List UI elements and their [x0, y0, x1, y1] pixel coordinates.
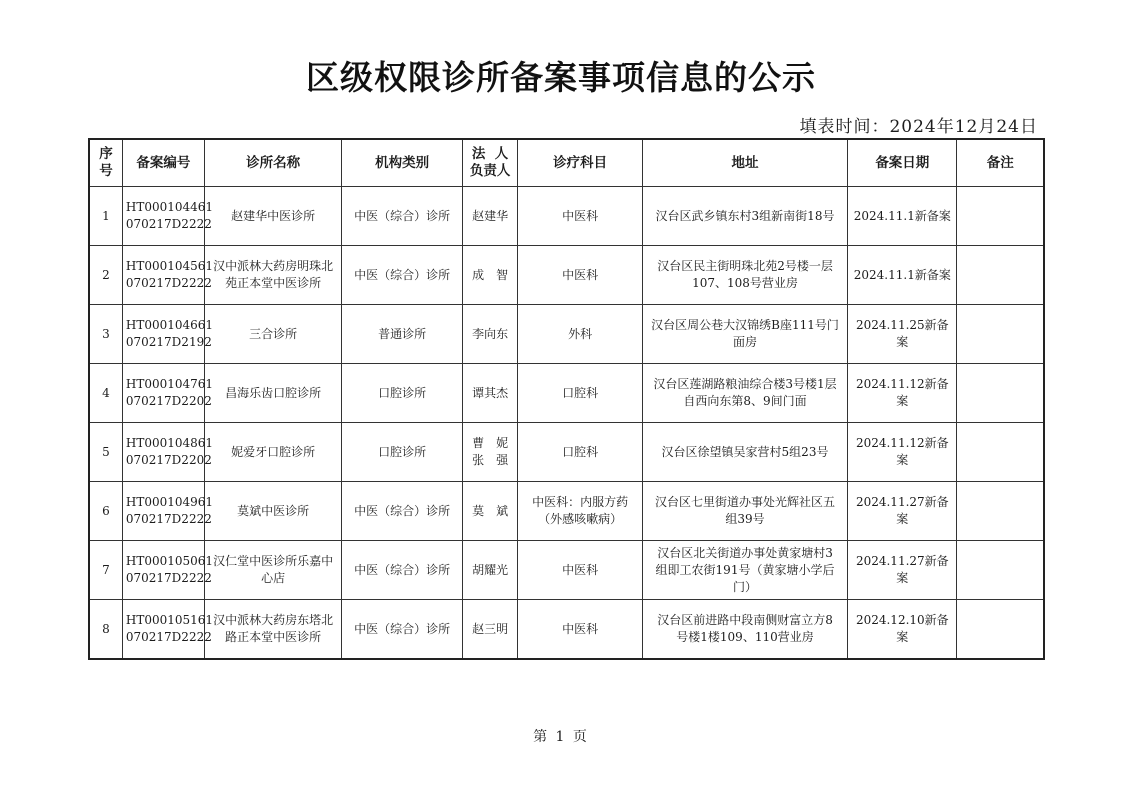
page-title: 区级权限诊所备案事项信息的公示 — [306, 58, 816, 97]
header-row — [89, 139, 1044, 187]
clinic-name-line: 心店 — [261, 571, 286, 585]
header-record-no: 备案编号 — [122, 139, 204, 187]
clinic-name-line: 汉中派林大药房东塔北 — [213, 613, 334, 627]
clinic-name-cell — [204, 364, 342, 423]
record-no-line: 070217D2202 — [125, 394, 212, 408]
record-no-cell — [122, 600, 214, 660]
header-seq: 序号 — [89, 139, 122, 187]
record-date-cell: 2024.11.25新备案 — [848, 305, 957, 364]
legal-person-line: 莫 斌 — [472, 503, 509, 518]
address-cell — [642, 600, 847, 660]
seq-cell: 6 — [89, 482, 122, 541]
record-no-line: HT000104761 — [125, 377, 214, 391]
legal-person-line: 李向东 — [472, 326, 509, 341]
org-type-cell: 中医（综合）诊所 — [342, 541, 462, 600]
legal-person-cell — [462, 541, 518, 600]
org-type-cell: 口腔诊所 — [342, 423, 462, 482]
dept-line: 中医科 — [562, 208, 599, 223]
legal-person-line: 张 强 — [472, 453, 509, 467]
dept-cell — [518, 187, 642, 246]
legal-person-cell — [462, 246, 518, 305]
legal-person-cell — [462, 305, 518, 364]
header-legal-person — [462, 139, 518, 187]
record-no-cell — [122, 482, 214, 541]
remark-cell — [957, 187, 1044, 246]
clinic-name-line: 三合诊所 — [249, 326, 298, 341]
legal-person-line: 胡耀光 — [472, 562, 509, 577]
remark-cell — [957, 482, 1044, 541]
seq-cell: 2 — [89, 246, 122, 305]
header-remark: 备注 — [957, 139, 1044, 187]
org-type-cell: 中医（综合）诊所 — [342, 482, 462, 541]
legal-person-cell — [462, 482, 518, 541]
record-no-cell — [122, 187, 214, 246]
table-row — [89, 305, 1044, 364]
dept-cell — [518, 305, 642, 364]
clinic-name-line: 昌海乐齿口腔诊所 — [225, 385, 322, 400]
clinic-name-cell — [204, 423, 342, 482]
header-dept: 诊疗科目 — [518, 139, 642, 187]
remark-cell — [957, 305, 1044, 364]
table-row — [89, 482, 1044, 541]
legal-person-cell — [462, 364, 518, 423]
address-line: 自西向东第8、9间门面 — [683, 394, 807, 408]
clinic-name-line: 汉仁堂中医诊所乐嘉中 — [213, 554, 334, 568]
dept-line: 口腔科 — [562, 385, 599, 400]
record-no-line: HT000104561 — [125, 259, 214, 273]
legal-person-line: 谭其杰 — [472, 385, 509, 400]
table-body — [89, 187, 1044, 660]
address-line: 面房 — [733, 335, 758, 349]
legal-person-cell — [462, 600, 518, 660]
record-no-line: HT000104461 — [125, 200, 214, 214]
dept-line: 中医科 — [562, 562, 599, 577]
seq-cell: 5 — [89, 423, 122, 482]
record-no-line: 070217D2222 — [125, 512, 212, 526]
header-clinic-name: 诊所名称 — [204, 139, 342, 187]
record-no-cell — [122, 305, 214, 364]
dept-cell — [518, 423, 642, 482]
legal-person-line: 曹 妮 — [472, 436, 509, 450]
table-row — [89, 423, 1044, 482]
record-date-cell: 2024.11.27新备案 — [848, 541, 957, 600]
record-no-line: 070217D2222 — [125, 217, 212, 231]
org-type-cell: 中医（综合）诊所 — [342, 187, 462, 246]
table-row — [89, 541, 1044, 600]
record-no-line: HT000104961 — [125, 495, 214, 509]
dept-cell — [518, 541, 642, 600]
record-no-line: 070217D2192 — [125, 335, 212, 349]
clinic-name-line: 路正本堂中医诊所 — [225, 630, 322, 644]
org-type-cell: 口腔诊所 — [342, 364, 462, 423]
registry-table — [88, 138, 1045, 660]
address-line: 门） — [733, 579, 758, 594]
seq-cell: 7 — [89, 541, 122, 600]
record-date-cell: 2024.11.1新备案 — [848, 187, 957, 246]
legal-person-line: 赵建华 — [472, 208, 509, 223]
record-no-line: 070217D2222 — [125, 276, 212, 290]
legal-person-line: 成 智 — [472, 267, 509, 282]
address-line: 汉台区武乡镇东村3组新南街18号 — [655, 208, 835, 223]
address-cell — [642, 246, 847, 305]
clinic-name-cell — [204, 187, 342, 246]
address-line: 组39号 — [725, 512, 765, 526]
address-line: 汉台区民主街明珠北苑2号楼一层 — [657, 259, 833, 273]
record-date-cell: 2024.11.12新备案 — [848, 364, 957, 423]
dept-line: （外感咳嗽病） — [538, 512, 623, 526]
address-line: 组即工农街191号（黄家塘小学后 — [655, 562, 835, 577]
legal-person-line: 赵三明 — [472, 621, 509, 636]
remark-cell — [957, 423, 1044, 482]
clinic-name-line: 汉中派林大药房明珠北 — [213, 259, 334, 273]
clinic-name-line: 妮爱牙口腔诊所 — [231, 444, 316, 459]
address-line: 汉台区周公巷大汉锦绣B座111号门 — [651, 318, 839, 332]
legal-person-cell — [462, 423, 518, 482]
record-no-line: HT000104861 — [125, 436, 214, 450]
legal-person-cell — [462, 187, 518, 246]
address-line: 汉台区前进路中段南侧财富立方8 — [657, 613, 833, 627]
org-type-cell: 中医（综合）诊所 — [342, 246, 462, 305]
table-row — [89, 187, 1044, 246]
dept-line: 中医科 — [562, 267, 599, 282]
record-date-cell: 2024.11.12新备案 — [848, 423, 957, 482]
remark-cell — [957, 246, 1044, 305]
clinic-name-cell — [204, 541, 342, 600]
dept-cell — [518, 600, 642, 660]
address-cell — [642, 305, 847, 364]
address-line: 汉台区徐望镇吴家营村5组23号 — [661, 444, 829, 459]
address-line: 号楼1楼109、110营业房 — [676, 630, 814, 644]
clinic-name-cell — [204, 246, 342, 305]
seq-cell: 3 — [89, 305, 122, 364]
address-cell — [642, 364, 847, 423]
address-line: 汉台区北关街道办事处黄家塘村3 — [657, 545, 833, 560]
dept-line: 口腔科 — [562, 444, 599, 459]
address-cell — [642, 482, 847, 541]
record-no-line: HT000105061 — [125, 554, 214, 568]
record-no-line: 070217D2222 — [125, 571, 212, 585]
header-org-type: 机构类别 — [342, 139, 462, 187]
address-line: 汉台区七里街道办事处光辉社区五 — [655, 495, 836, 509]
seq-cell: 4 — [89, 364, 122, 423]
clinic-name-cell — [204, 305, 342, 364]
org-type-cell: 中医（综合）诊所 — [342, 600, 462, 660]
address-line: 107、108号营业房 — [692, 276, 798, 290]
dept-line: 中医科：内服方药 — [532, 495, 629, 509]
address-cell — [642, 541, 847, 600]
address-cell — [642, 187, 847, 246]
record-no-cell — [122, 364, 214, 423]
table-row — [89, 364, 1044, 423]
record-no-line: 070217D2222 — [125, 630, 212, 644]
record-no-line: 070217D2202 — [125, 453, 212, 467]
clinic-name-line: 赵建华中医诊所 — [231, 208, 316, 223]
dept-cell — [518, 482, 642, 541]
remark-cell — [957, 364, 1044, 423]
dept-line: 中医科 — [562, 621, 599, 636]
dept-cell — [518, 364, 642, 423]
header-legal-person-line: 负责人 — [469, 163, 511, 179]
record-date-cell: 2024.11.1新备案 — [848, 246, 957, 305]
record-date-cell: 2024.12.10新备案 — [848, 600, 957, 660]
record-no-cell — [122, 246, 214, 305]
table-row — [89, 600, 1044, 660]
clinic-name-line: 苑正本堂中医诊所 — [225, 276, 322, 290]
table-row — [89, 246, 1044, 305]
record-no-cell — [122, 423, 214, 482]
remark-cell — [957, 600, 1044, 660]
header-record-date: 备案日期 — [848, 139, 957, 187]
dept-cell — [518, 246, 642, 305]
header-address: 地址 — [642, 139, 847, 187]
org-type-cell: 普通诊所 — [342, 305, 462, 364]
address-line: 汉台区莲湖路粮油综合楼3号楼1层 — [653, 377, 837, 391]
dept-line: 外科 — [568, 326, 593, 341]
record-date-cell: 2024.11.27新备案 — [848, 482, 957, 541]
clinic-name-cell — [204, 600, 342, 660]
seq-cell: 8 — [89, 600, 122, 660]
header-legal-person-line: 法 人 — [471, 146, 509, 162]
clinic-name-line: 莫斌中医诊所 — [237, 503, 310, 518]
record-no-line: HT000105161 — [125, 613, 214, 627]
fill-date: 填表时间：2024年12月24日 — [799, 117, 1038, 137]
remark-cell — [957, 541, 1044, 600]
record-no-line: HT000104661 — [125, 318, 214, 332]
address-cell — [642, 423, 847, 482]
seq-cell: 1 — [89, 187, 122, 246]
page-number: 第 1 页 — [533, 729, 589, 745]
record-no-cell — [122, 541, 214, 600]
clinic-name-cell — [204, 482, 342, 541]
